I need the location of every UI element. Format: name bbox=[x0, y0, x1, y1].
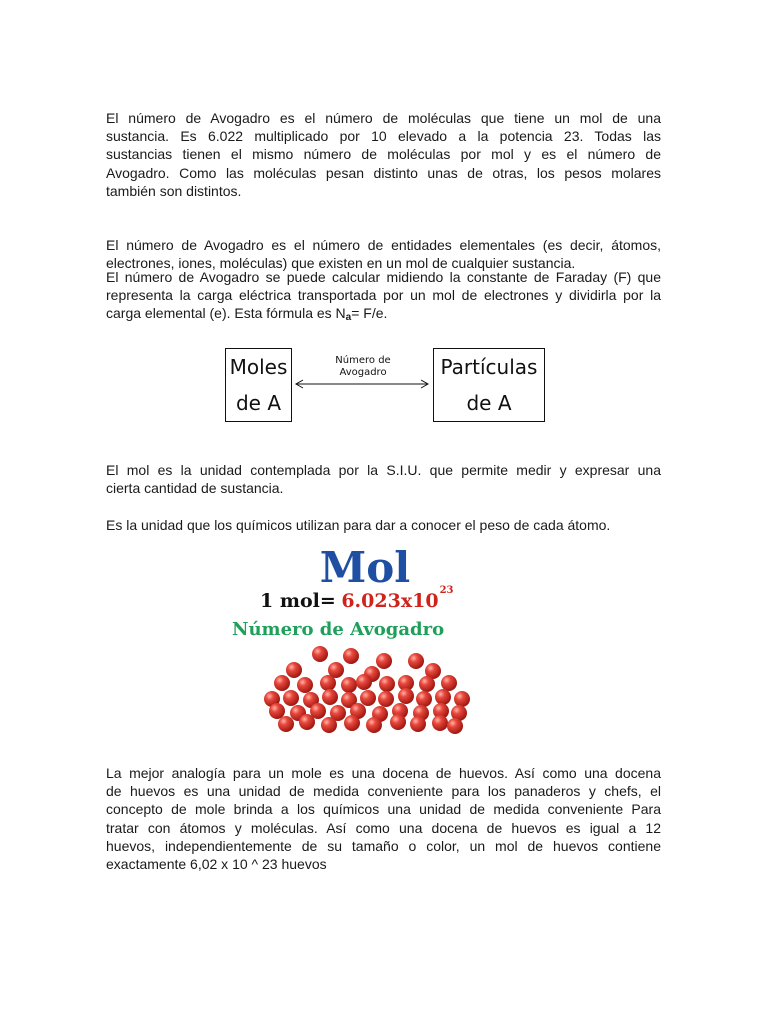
mol-equation-lhs: 1 mol= bbox=[260, 590, 336, 612]
paragraph-line: sustancias tienen el mismo número de moléculas por mol y es el número de bbox=[106, 146, 661, 163]
particle-ball bbox=[322, 689, 338, 705]
particle-ball bbox=[410, 716, 426, 732]
paragraph-line: El número de Avogadro es el número de entidades elementales (es decir, átomos, bbox=[106, 237, 661, 253]
particle-ball bbox=[390, 714, 406, 730]
paragraph-line: electrones, iones, moléculas) que existen en un mol de cualquier sustancia. bbox=[106, 255, 576, 272]
particle-ball bbox=[321, 717, 337, 733]
moles-box-line2: de A bbox=[235, 391, 282, 415]
mol-subtitle: Número de Avogadro bbox=[232, 619, 445, 640]
particles-box bbox=[433, 348, 545, 422]
particles-box-line1: Partículas bbox=[440, 355, 538, 379]
particle-ball bbox=[274, 675, 290, 691]
particle-ball bbox=[432, 715, 448, 731]
particle-ball bbox=[454, 691, 470, 707]
particle-ball bbox=[441, 675, 457, 691]
formula-suffix: = F/e. bbox=[351, 305, 388, 322]
paragraph-mol-unit bbox=[106, 461, 661, 497]
paragraph-line: Avogadro. Como las moléculas pesan distinto unas de otras, los pesos molares bbox=[106, 164, 661, 181]
particle-ball bbox=[366, 717, 382, 733]
arrow-label-line2: Avogadro bbox=[339, 367, 387, 378]
paragraph-line: Es la unidad que los químicos utilizan para dar a conocer el peso de cada átomo. bbox=[106, 517, 611, 533]
particle-ball bbox=[343, 648, 359, 664]
paragraph-line: de huevos es una unidad de medida conveniente para los panaderos y chefs, el bbox=[106, 783, 661, 800]
paragraph-line: huevos, independientemente de su tamaño o color, un mol de huevos contiene bbox=[106, 837, 661, 854]
particle-ball bbox=[435, 689, 451, 705]
paragraph-line: tratar con átomos y moléculas. Así como una docena de huevos es igual a 12 bbox=[106, 819, 661, 836]
particle-ball bbox=[378, 691, 394, 707]
particle-ball bbox=[447, 718, 463, 734]
particle-ball bbox=[344, 715, 360, 731]
particle-ball bbox=[341, 677, 357, 693]
formula-prefix: carga elemental (e). Esta fórmula es N bbox=[106, 305, 346, 322]
paragraph-chemists-unit bbox=[106, 516, 661, 534]
particle-ball bbox=[379, 676, 395, 692]
particle-ball bbox=[297, 677, 313, 693]
particle-ball bbox=[286, 662, 302, 678]
particle-ball bbox=[416, 691, 432, 707]
paragraph-line: El mol es la unidad contemplada por la S.I.U. que permite medir y expresar una bbox=[106, 462, 661, 478]
arrow-label-line1: Número de bbox=[335, 355, 391, 366]
mol-equation-exponent: 23 bbox=[439, 584, 454, 596]
mol-equation-rhs: 6.023x10 bbox=[341, 590, 439, 612]
paragraph-line: también son distintos. bbox=[106, 182, 242, 199]
particle-ball bbox=[283, 690, 299, 706]
formula-subscript: a bbox=[345, 312, 352, 324]
particle-ball bbox=[398, 688, 414, 704]
paragraph-line: El número de Avogadro se puede calcular midiendo la constante de Faraday (F) que bbox=[106, 269, 661, 285]
paragraph-line: representa la carga eléctrica transportada por un mol de electrones y dividirla por la bbox=[106, 287, 661, 304]
particle-ball bbox=[312, 646, 328, 662]
particle-ball bbox=[269, 703, 285, 719]
paragraph-line: exactamente 6,02 x 10 ^ 23 huevos bbox=[106, 856, 327, 873]
paragraph-line: cierta cantidad de sustancia. bbox=[106, 480, 284, 497]
particle-ball bbox=[278, 716, 294, 732]
particle-ball bbox=[376, 653, 392, 669]
paragraph-line: La mejor analogía para un mole es una docena de huevos. Así como una docena bbox=[106, 765, 661, 781]
paragraph-eggs-analogy bbox=[106, 764, 661, 873]
particle-ball bbox=[320, 675, 336, 691]
paragraph-line: El número de Avogadro es el número de moléculas que tiene un mol de una bbox=[106, 110, 661, 126]
mol-illustration bbox=[212, 543, 518, 742]
particle-ball bbox=[356, 674, 372, 690]
paragraph-line: concepto de mole brinda a los químicos una unidad de medida conveniente Para bbox=[106, 801, 661, 818]
moles-box-line1: Moles bbox=[229, 355, 288, 379]
particle-ball bbox=[360, 690, 376, 706]
particles-cluster-icon bbox=[212, 543, 518, 742]
particle-ball bbox=[408, 653, 424, 669]
particles-box-line2: de A bbox=[466, 391, 512, 415]
particle-ball bbox=[419, 676, 435, 692]
particle-ball bbox=[299, 714, 315, 730]
paragraph-line: sustancia. Es 6.022 multiplicado por 10 elevado a la potencia 23. Todas las bbox=[106, 128, 661, 145]
mol-title: Mol bbox=[319, 543, 411, 592]
